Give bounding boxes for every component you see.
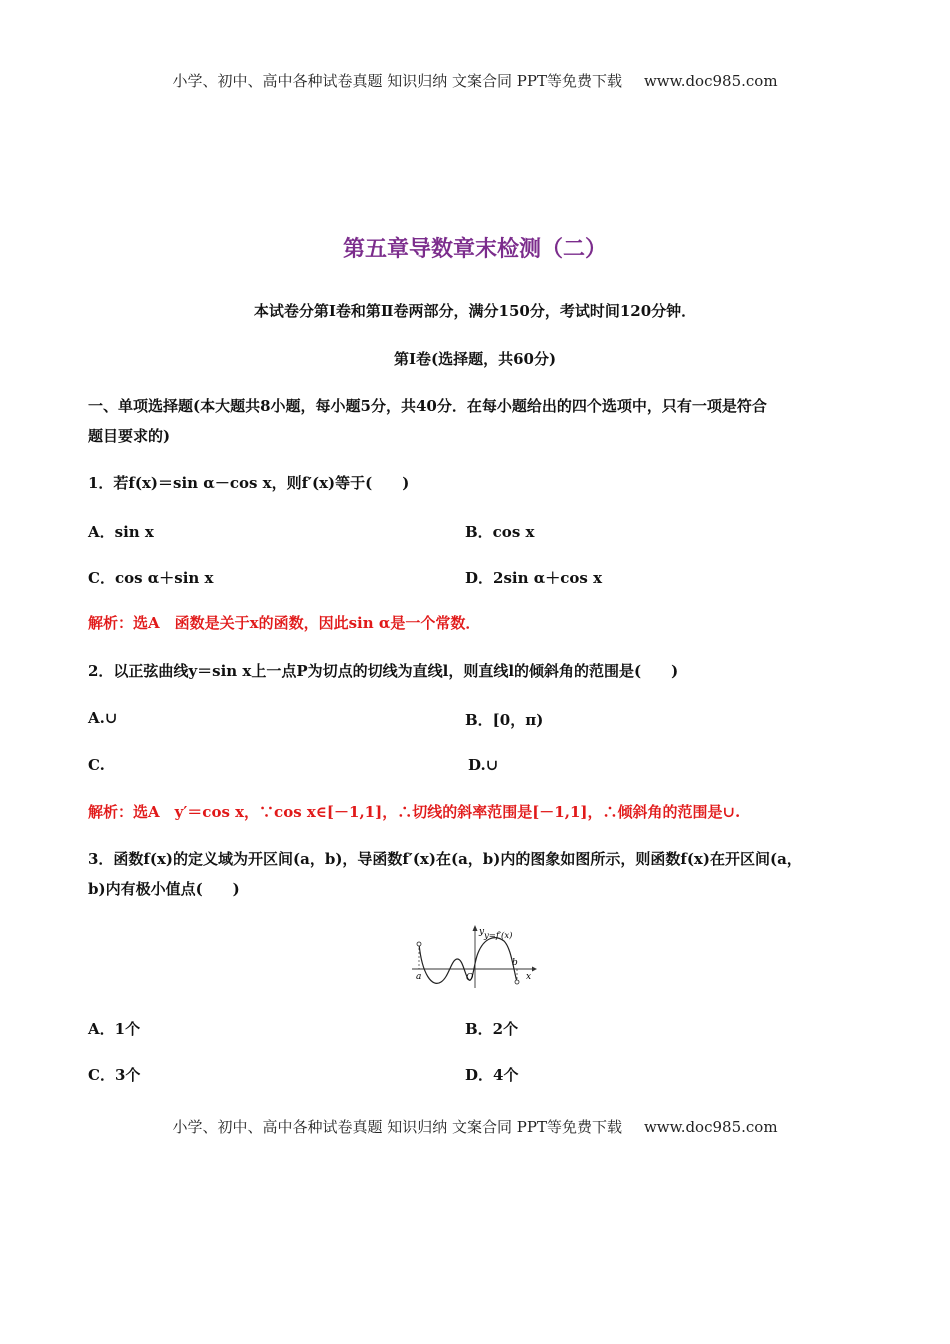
q1-answer: 解析：选A 函数是关于x的函数，因此sin α是一个常数． bbox=[88, 614, 481, 632]
section-heading-line1: 一、单项选择题(本大题共8小题，每小题5分，共40分．在每小题给出的四个选项中，只有一项是符合 bbox=[88, 397, 767, 415]
q1-option-b: B．cos x bbox=[465, 523, 535, 541]
open-endpoint-b bbox=[515, 980, 519, 984]
header-text: 小学、初中、高中各种试卷真题 知识归纳 文案合同 PPT等免费下载 bbox=[172, 72, 622, 90]
q3-option-b: B．2个 bbox=[465, 1020, 519, 1038]
q2-option-d: D.∪ bbox=[468, 756, 499, 774]
part-one-heading: 第Ⅰ卷(选择题，共60分) bbox=[393, 350, 557, 368]
footer-text: 小学、初中、高中各种试卷真题 知识归纳 文案合同 PPT等免费下载 bbox=[172, 1118, 622, 1136]
x-axis-arrow bbox=[532, 967, 537, 972]
question-3-stem-line2: b)内有极小值点( ) bbox=[88, 880, 240, 898]
exam-intro: 本试卷分第Ⅰ卷和第Ⅱ卷两部分，满分150分，考试时间120分钟． bbox=[253, 302, 697, 320]
q1-option-c: C．cos α＋sin x bbox=[88, 569, 214, 587]
footer-url[interactable]: www.doc985.com bbox=[643, 1118, 778, 1136]
a-label: a bbox=[416, 972, 422, 982]
b-label: b bbox=[512, 958, 518, 968]
origin-label: O bbox=[466, 973, 474, 983]
curve-label: y=f′(x) bbox=[484, 931, 513, 941]
q1-option-a: A．sin x bbox=[88, 523, 154, 541]
section-heading-line2: 题目要求的) bbox=[88, 427, 171, 445]
page-header bbox=[0, 70, 950, 91]
q2-option-b: B．[0，π) bbox=[465, 711, 544, 729]
q3-option-a: A．1个 bbox=[88, 1020, 141, 1038]
page-footer bbox=[0, 1116, 950, 1137]
question-2-stem: 2．以正弦曲线y＝sin x上一点P为切点的切线为直线l，则直线l的倾斜角的范围是( ) bbox=[88, 662, 679, 680]
q3-option-d: D．4个 bbox=[465, 1066, 519, 1084]
question-3-stem-line1: 3．函数f(x)的定义域为开区间(a，b)，导函数f′(x)在(a，b)内的图象如图所示，则函数f(x)在开区间(a， bbox=[88, 850, 802, 868]
q2-option-c: C. bbox=[88, 756, 105, 774]
q1-option-d: D．2sin α＋cos x bbox=[465, 569, 603, 587]
q2-option-a: A.∪ bbox=[88, 709, 118, 727]
q2-answer: 解析：选A y′＝cos x，∵cos x∈[－1,1]，∴切线的斜率范围是[－1,1]，∴倾斜角的范围是∪. bbox=[88, 803, 741, 821]
header-url[interactable]: www.doc985.com bbox=[643, 72, 778, 90]
q3-option-c: C．3个 bbox=[88, 1066, 141, 1084]
x-axis-label: x bbox=[526, 972, 532, 982]
y-axis-arrow bbox=[473, 925, 478, 931]
document-title: 第五章导数章末检测（二） bbox=[342, 237, 607, 262]
question-1-stem: 1．若f(x)＝sin α－cos x，则f′(x)等于( ) bbox=[88, 474, 410, 492]
y-axis-label: y bbox=[479, 927, 485, 937]
derivative-graph-figure bbox=[410, 922, 538, 990]
open-endpoint-a bbox=[417, 942, 421, 946]
